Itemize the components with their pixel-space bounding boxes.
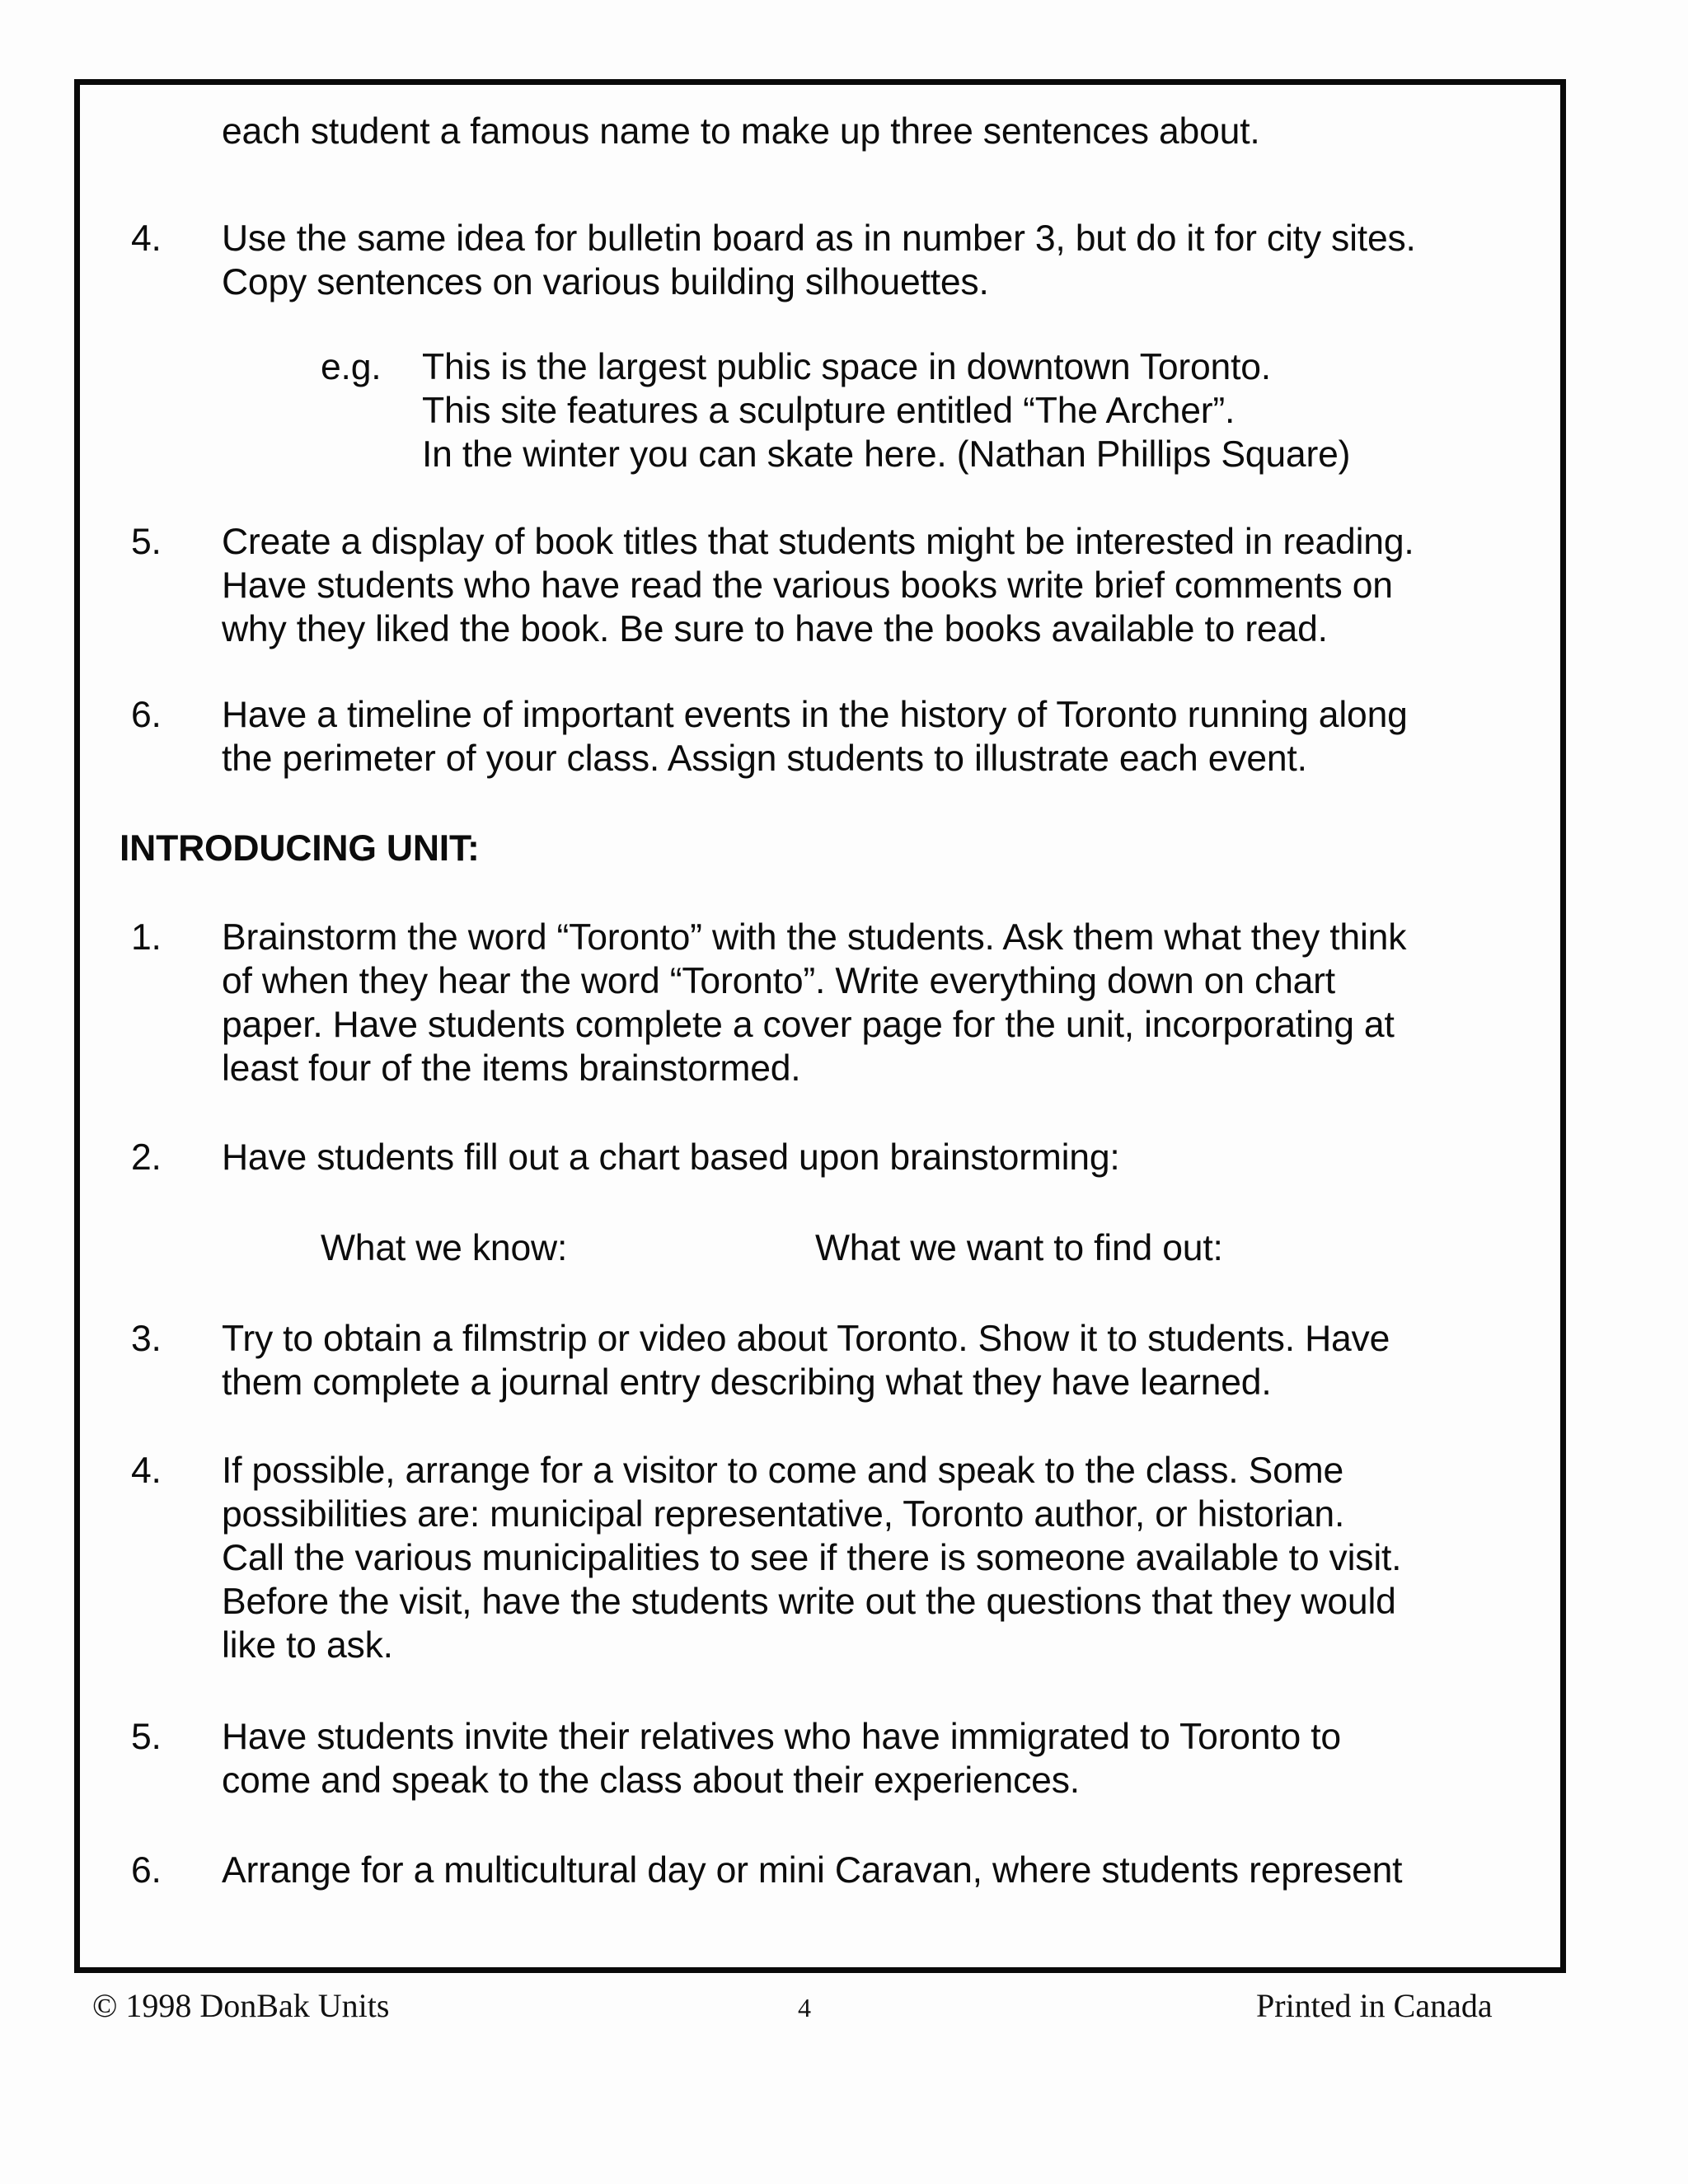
item-number: 6.	[131, 695, 162, 735]
chart-column-know: What we know:	[321, 1228, 568, 1268]
item-line: Arrange for a multicultural day or mini Caravan, where students represent	[222, 1850, 1403, 1891]
item-line: If possible, arrange for a visitor to come and speak to the class. Some	[222, 1451, 1344, 1491]
item-line: Have a timeline of important events in the history of Toronto running along	[222, 695, 1408, 735]
item-line: paper. Have students complete a cover page for the unit, incorporating at	[222, 1005, 1395, 1045]
item-number: 4.	[131, 1451, 162, 1491]
item-line: Use the same idea for bulletin board as in number 3, but do it for city sites.	[222, 218, 1416, 259]
item-line: Call the various municipalities to see if there is someone available to visit.	[222, 1538, 1402, 1578]
item-number: 5.	[131, 1717, 162, 1757]
item-line: Try to obtain a filmstrip or video about Toronto. Show it to students. Have	[222, 1319, 1390, 1359]
item-number: 3.	[131, 1319, 162, 1359]
item-number: 2.	[131, 1137, 162, 1178]
example-label: e.g.	[321, 347, 382, 387]
item-line: Have students invite their relatives who have immigrated to Toronto to	[222, 1717, 1341, 1757]
chart-column-find-out: What we want to find out:	[815, 1228, 1223, 1268]
item-line: Have students fill out a chart based upon brainstorming:	[222, 1137, 1120, 1178]
footer-printed: Printed in Canada	[1256, 1987, 1493, 2024]
item-line: like to ask.	[222, 1625, 393, 1666]
item-number: 5.	[131, 522, 162, 562]
content-box	[74, 79, 1566, 1973]
example-line: This is the largest public space in downtown Toronto.	[422, 347, 1271, 387]
item-line: Create a display of book titles that students might be interested in reading.	[222, 522, 1414, 562]
item-line: Have students who have read the various books write brief comments on	[222, 565, 1393, 606]
item-number: 4.	[131, 218, 162, 259]
item-number: 6.	[131, 1850, 162, 1891]
footer-copyright: © 1998 DonBak Units	[92, 1987, 390, 2024]
item-line: of when they hear the word “Toronto”. Write everything down on chart	[222, 961, 1335, 1001]
item-line: come and speak to the class about their experiences.	[222, 1760, 1080, 1801]
item-line: possibilities are: municipal representative, Toronto author, or historian.	[222, 1494, 1345, 1535]
continuation-line: each student a famous name to make up three sentences about.	[222, 111, 1260, 152]
item-line: why they liked the book. Be sure to have the books available to read.	[222, 609, 1328, 649]
example-line: This site features a sculpture entitled “The Archer”.	[422, 391, 1236, 431]
item-line: Before the visit, have the students write out the questions that they would	[222, 1582, 1396, 1622]
footer-page-number: 4	[798, 1993, 811, 2022]
item-number: 1.	[131, 917, 162, 958]
section-heading: INTRODUCING UNIT:	[120, 828, 480, 869]
item-line: the perimeter of your class. Assign students to illustrate each event.	[222, 738, 1307, 779]
item-line: Brainstorm the word “Toronto” with the students. Ask them what they think	[222, 917, 1407, 958]
item-line: them complete a journal entry describing what they have learned.	[222, 1362, 1272, 1403]
item-line: least four of the items brainstormed.	[222, 1048, 801, 1089]
example-line: In the winter you can skate here. (Nathan Phillips Square)	[422, 434, 1351, 475]
item-line: Copy sentences on various building silhouettes.	[222, 262, 989, 302]
